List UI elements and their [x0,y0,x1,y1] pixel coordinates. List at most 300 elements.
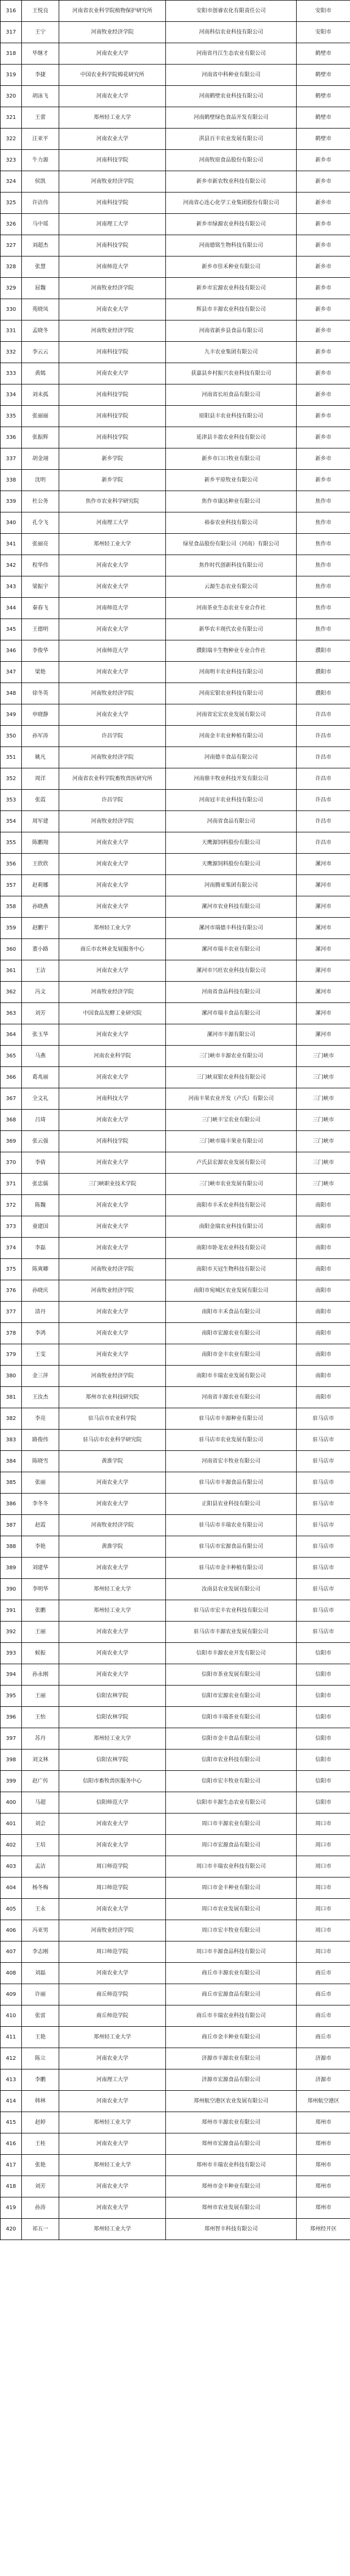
expert-unit-cell: 郑州轻工业大学 [59,2112,166,2133]
table-row [1,235,350,256]
row-number-cell: 375 [1,1259,22,1280]
table-row [1,1451,350,1472]
expert-unit-cell: 许昌学院 [59,726,166,747]
service-company-cell: 九丰农业集团有限公司 [166,342,297,363]
city-cell: 新乡市 [297,384,350,406]
expert-unit-cell: 河南农业大学 [59,129,166,150]
table-row [1,640,350,662]
service-company-cell: 周口市宏源食品有限公司 [166,1835,297,1856]
service-company-cell: 河南省中科种业有限公司 [166,65,297,86]
city-cell: 南阳市 [297,1323,350,1344]
table-row [1,896,350,918]
expert-name-cell: 吕琦 [22,1110,59,1131]
expert-name-cell: 王德明 [22,619,59,640]
expert-unit-cell: 河南牧业经济学院 [59,982,166,1003]
expert-unit-cell: 河南农业大学 [59,662,166,683]
expert-name-cell: 孙晓庆 [22,1280,59,1302]
expert-unit-cell: 河南牧业经济学院 [59,683,166,704]
expert-unit-cell: 许昌学院 [59,790,166,811]
expert-name-cell: 陈立 [22,2048,59,2069]
service-company-cell: 驻马店市农业发展有限公司 [166,1430,297,1451]
city-cell: 鹤壁市 [297,43,350,65]
expert-unit-cell: 河南农业大学 [59,43,166,65]
table-row [1,2027,350,2048]
expert-name-cell: 李鸿 [22,1323,59,1344]
city-cell: 漯河市 [297,918,350,939]
row-number-cell: 355 [1,832,22,854]
service-company-cell: 新乡市口口牧业有限公司 [166,448,297,470]
table-row [1,1387,350,1408]
table-row [1,406,350,427]
row-number-cell: 378 [1,1323,22,1344]
expert-name-cell: 陈晓雪 [22,1451,59,1472]
city-cell: 许昌市 [297,726,350,747]
expert-unit-cell: 河南科技学院 [59,406,166,427]
city-cell: 焦作市 [297,619,350,640]
table-row [1,1046,350,1067]
service-company-cell: 信阳市宏源农业有限公司 [166,1686,297,1707]
city-cell: 郑州市 [297,2176,350,2197]
service-company-cell: 漯河市瑞丰农业有限公司 [166,939,297,960]
table-row [1,43,350,65]
service-company-cell: 信阳市宏丰牧业有限公司 [166,1771,297,1792]
expert-name-cell: 苑晓凤 [22,299,59,320]
expert-unit-cell: 河南省农业科学院植物保护研究所 [59,1,166,22]
city-cell: 新乡市 [297,235,350,256]
city-cell: 濮阳市 [297,662,350,683]
expert-name-cell: 刘磊 [22,1963,59,1984]
row-number-cell: 381 [1,1387,22,1408]
expert-unit-cell: 河南农业大学 [59,875,166,896]
service-company-cell: 周口市金丰种业有限公司 [166,1877,297,1899]
table-row [1,576,350,598]
service-company-cell: 商丘市丰源农业有限公司 [166,1963,297,1984]
city-cell: 漯河市 [297,960,350,982]
city-cell: 信阳市 [297,1728,350,1750]
row-number-cell: 419 [1,2197,22,2219]
row-number-cell: 357 [1,875,22,896]
expert-name-cell: 孟洁 [22,1856,59,1877]
expert-unit-cell: 河南牧业经济学院 [59,1280,166,1302]
service-company-cell: 焦作时代创新科技有限公司 [166,555,297,576]
city-cell: 商丘市 [297,1963,350,1984]
city-cell: 漯河市 [297,1024,350,1046]
row-number-cell: 336 [1,427,22,448]
service-company-cell: 信阳市金丰食品有限公司 [166,1728,297,1750]
table-row [1,1686,350,1707]
service-company-cell: 河南明丰农业科技有限公司 [166,662,297,683]
expert-unit-cell: 河南科技学院 [59,1131,166,1152]
expert-name-cell: 张丽 [22,1472,59,1494]
city-cell: 商丘市 [297,2005,350,2027]
service-company-cell: 三门峡双银农业科技有限公司 [166,1067,297,1088]
city-cell: 漯河市 [297,982,350,1003]
expert-name-cell: 毕继才 [22,43,59,65]
service-company-cell: 河南省宏宏农业发展有限公司 [166,704,297,726]
service-company-cell: 河南鼎丰牧业科技开发有限公司 [166,768,297,790]
row-number-cell: 369 [1,1131,22,1152]
expert-name-cell: 刘芳 [22,2176,59,2197]
expert-name-cell: 程华伟 [22,555,59,576]
table-row [1,1110,350,1131]
expert-name-cell: 赵广传 [22,1771,59,1792]
service-company-cell: 安阳市创睿农化有限责任公司 [166,1,297,22]
expert-unit-cell: 郑州轻工业大学 [59,1579,166,1600]
row-number-cell: 413 [1,2069,22,2091]
row-number-cell: 414 [1,2091,22,2112]
table-row [1,1622,350,1643]
city-cell: 驻马店市 [297,1600,350,1622]
expert-name-cell: 沈明 [22,470,59,491]
expert-unit-cell: 河南农业大学 [59,704,166,726]
table-row [1,683,350,704]
service-company-cell: 郑州航空港区农业发展有限公司 [166,2091,297,2112]
city-cell: 安阳市 [297,22,350,43]
expert-unit-cell: 郑州轻工业大学 [59,534,166,555]
table-row [1,982,350,1003]
table-row [1,1813,350,1835]
expert-name-cell: 刘文林 [22,1750,59,1771]
row-number-cell: 393 [1,1643,22,1664]
table-row [1,1536,350,1558]
table-row [1,1771,350,1792]
table-row [1,555,350,576]
row-number-cell: 327 [1,235,22,256]
row-number-cell: 364 [1,1024,22,1046]
expert-name-cell: 童建国 [22,1216,59,1238]
expert-name-cell: 赵霞 [22,1515,59,1536]
service-company-cell: 驻马店市丰源种业有限公司 [166,1408,297,1430]
service-company-cell: 淇县百丰农业发展有限公司 [166,129,297,150]
service-company-cell: 河南德铭生物科技有限公司 [166,235,297,256]
expert-unit-cell: 河南农业大学 [59,2176,166,2197]
expert-unit-cell: 河南科技学院 [59,427,166,448]
service-company-cell: 济源市丰源农业有限公司 [166,2048,297,2069]
service-company-cell: 河南省心连心化学工业集团股份有限公司 [166,192,297,214]
city-cell: 三门峡市 [297,1088,350,1110]
city-cell: 新乡市 [297,406,350,427]
row-number-cell: 332 [1,342,22,363]
service-company-cell: 河南冠丰农业科技有限公司 [166,790,297,811]
table-row [1,747,350,768]
city-cell: 周口市 [297,1941,350,1963]
city-cell: 南阳市 [297,1302,350,1323]
service-company-cell: 获嘉县乡村振兴农业科技有限公司 [166,363,297,384]
service-company-cell: 南阳市丰禾食品有限公司 [166,1302,297,1323]
city-cell: 鹤壁市 [297,86,350,107]
expert-unit-cell: 河南农业大学 [59,1963,166,1984]
expert-unit-cell: 河南农业大学 [59,1622,166,1643]
row-number-cell: 399 [1,1771,22,1792]
service-company-cell: 新乡市宏源农业科技有限公司 [166,278,297,299]
row-number-cell: 360 [1,939,22,960]
table-row [1,2219,350,2240]
expert-unit-cell: 郑州轻工业大学 [59,2027,166,2048]
city-cell: 南阳市 [297,1366,350,1387]
table-row [1,1920,350,1941]
city-cell: 新乡市 [297,278,350,299]
expert-unit-cell: 河南农业大学 [59,1558,166,1579]
row-number-cell: 382 [1,1408,22,1430]
city-cell: 许昌市 [297,832,350,854]
city-cell: 驻马店市 [297,1408,350,1430]
city-cell: 许昌市 [297,790,350,811]
expert-name-cell: 全文礼 [22,1088,59,1110]
expert-name-cell: 王丽 [22,1622,59,1643]
expert-unit-cell: 河南科技学院 [59,342,166,363]
table-row [1,1088,350,1110]
city-cell: 新乡市 [297,342,350,363]
service-company-cell: 郑州智丰科技有限公司 [166,2219,297,2240]
table-row [1,918,350,939]
service-company-cell: 云源生态农业有限公司 [166,576,297,598]
row-number-cell: 403 [1,1856,22,1877]
service-company-cell: 河南腾亚集团有限公司 [166,875,297,896]
service-company-cell: 天鹰源饲料股份有限公司 [166,832,297,854]
expert-name-cell: 刘会 [22,1813,59,1835]
expert-name-cell: 李倩 [22,1152,59,1174]
row-number-cell: 406 [1,1920,22,1941]
row-number-cell: 392 [1,1622,22,1643]
expert-name-cell: 冯文 [22,982,59,1003]
expert-unit-cell: 河南农业大学 [59,1472,166,1494]
city-cell: 郑州市 [297,2133,350,2155]
service-company-cell: 周口市宏丰牧业有限公司 [166,1920,297,1941]
row-number-cell: 351 [1,747,22,768]
city-cell: 焦作市 [297,576,350,598]
city-cell: 鹤壁市 [297,65,350,86]
table-row [1,2133,350,2155]
expert-unit-cell: 焦作市农业科学研究院 [59,491,166,512]
row-number-cell: 325 [1,192,22,214]
service-company-cell: 延津县丰盈农业科技有限公司 [166,427,297,448]
service-company-cell: 南阳金瑞农业科技有限公司 [166,1216,297,1238]
table-row [1,1835,350,1856]
expert-name-cell: 黄嫣 [22,363,59,384]
service-company-cell: 郑州市宏源食品有限公司 [166,2133,297,2155]
expert-name-cell: 张振辉 [22,427,59,448]
service-company-cell: 信阳市农业科技有限公司 [166,1750,297,1771]
city-cell: 漯河市 [297,939,350,960]
table-row [1,1195,350,1216]
expert-name-cell: 许丽 [22,1984,59,2005]
service-company-cell: 南阳市金丰农业有限公司 [166,1344,297,1366]
service-company-cell: 漯河市丰源有限公司 [166,1024,297,1046]
expert-unit-cell: 河南牧业经济学院 [59,1920,166,1941]
expert-name-cell: 马超 [22,1792,59,1813]
expert-unit-cell: 信阳农林学院 [59,1707,166,1728]
row-number-cell: 373 [1,1216,22,1238]
row-number-cell: 395 [1,1686,22,1707]
table-row [1,470,350,491]
expert-name-cell: 王欣欣 [22,854,59,875]
table-row [1,1323,350,1344]
expert-name-cell: 李鹏 [22,2069,59,2091]
expert-name-cell: 路俊伟 [22,1430,59,1451]
expert-name-cell: 王丽 [22,1686,59,1707]
city-cell: 三门峡市 [297,1067,350,1088]
service-company-cell: 河南科信农业科技有限公司 [166,22,297,43]
table-row [1,2048,350,2069]
table-row [1,939,350,960]
table-row [1,1024,350,1046]
expert-name-cell: 刘超杰 [22,235,59,256]
expert-unit-cell: 郑州市农业科技研究院 [59,1387,166,1408]
service-company-cell: 河南省食品科技有限公司 [166,982,297,1003]
table-row [1,2197,350,2219]
table-row [1,1728,350,1750]
service-company-cell: 天鹰源饲料股份有限公司 [166,854,297,875]
service-company-cell: 信阳市丰源生态农业有限公司 [166,1792,297,1813]
table-row [1,320,350,342]
service-company-cell: 河南省新乡县食品有限公司 [166,320,297,342]
city-cell: 漯河市 [297,1003,350,1024]
table-row [1,1941,350,1963]
table-row [1,832,350,854]
table-row [1,1302,350,1323]
city-cell: 郑州市 [297,2197,350,2219]
table-body [1,1,350,2240]
expert-unit-cell: 郑州轻工业大学 [59,2219,166,2240]
city-cell: 周口市 [297,1813,350,1835]
row-number-cell: 344 [1,598,22,619]
service-company-cell: 绿星食品股份有限公司（河南）有限公司 [166,534,297,555]
city-cell: 驻马店市 [297,1622,350,1643]
table-row [1,811,350,832]
expert-name-cell: 王艳 [22,2027,59,2048]
expert-name-cell: 冯亚男 [22,1920,59,1941]
expert-name-cell: 陈鹏翔 [22,832,59,854]
row-number-cell: 340 [1,512,22,534]
expert-unit-cell: 河南师范大学 [59,640,166,662]
expert-name-cell: 侯凯 [22,171,59,192]
expert-unit-cell: 驻马店市农业科学研究院 [59,1430,166,1451]
service-company-cell: 新乡市新农牧业科技有限公司 [166,171,297,192]
table-row [1,22,350,43]
row-number-cell: 401 [1,1813,22,1835]
table-row [1,1152,350,1174]
expert-unit-cell: 河南农业大学 [59,576,166,598]
expert-unit-cell: 河南农业大学 [59,363,166,384]
table-row [1,1707,350,1728]
expert-unit-cell: 河南农业大学 [59,960,166,982]
row-number-cell: 358 [1,896,22,918]
row-number-cell: 352 [1,768,22,790]
expert-unit-cell: 商丘师范学院 [59,2005,166,2027]
expert-name-cell: 孙军涛 [22,726,59,747]
expert-unit-cell: 河南理工大学 [59,214,166,235]
service-company-cell: 卢氏县宏源农业发展有限公司 [166,1152,297,1174]
city-cell: 新乡市 [297,256,350,278]
table-row [1,768,350,790]
city-cell: 许昌市 [297,747,350,768]
city-cell: 焦作市 [297,534,350,555]
service-company-cell: 河南省丰源农业有限公司 [166,1387,297,1408]
table-row [1,256,350,278]
table-row [1,107,350,129]
row-number-cell: 415 [1,2112,22,2133]
table-row [1,448,350,470]
expert-name-cell: 王怡 [22,1707,59,1728]
expert-name-cell: 王悦良 [22,1,59,22]
expert-name-cell: 马中瑶 [22,214,59,235]
row-number-cell: 408 [1,1963,22,1984]
expert-name-cell: 孙永刚 [22,1664,59,1686]
expert-name-cell: 陈爽卿 [22,1259,59,1280]
expert-name-cell: 孙晓燕 [22,896,59,918]
city-cell: 驻马店市 [297,1494,350,1515]
row-number-cell: 335 [1,406,22,427]
row-number-cell: 404 [1,1877,22,1899]
row-number-cell: 388 [1,1536,22,1558]
city-cell: 信阳市 [297,1750,350,1771]
expert-unit-cell: 河南农业大学 [59,86,166,107]
expert-unit-cell: 中国食品发酵工业研究院 [59,1003,166,1024]
service-company-cell: 南阳市丰瑞农业发展有限公司 [166,1366,297,1387]
expert-name-cell: 赵鹏宇 [22,918,59,939]
city-cell: 南阳市 [297,1216,350,1238]
city-cell: 驻马店市 [297,1515,350,1536]
row-number-cell: 397 [1,1728,22,1750]
table-row [1,1238,350,1259]
expert-unit-cell: 河南农业大学 [59,2091,166,2112]
table-row [1,1366,350,1387]
city-cell: 新乡市 [297,470,350,491]
expert-name-cell: 张云强 [22,1131,59,1152]
expert-name-cell: 王桂 [22,2133,59,2155]
table-row [1,129,350,150]
service-company-cell: 河南宏银农业科技有限公司 [166,683,297,704]
row-number-cell: 319 [1,65,22,86]
table-row [1,875,350,896]
table-row [1,662,350,683]
row-number-cell: 334 [1,384,22,406]
row-number-cell: 359 [1,918,22,939]
city-cell: 驻马店市 [297,1536,350,1558]
city-cell: 新乡市 [297,363,350,384]
row-number-cell: 416 [1,2133,22,2155]
expert-unit-cell: 信阳农林学院 [59,1750,166,1771]
table-row [1,1643,350,1664]
expert-unit-cell: 河南农业大学 [59,1323,166,1344]
row-number-cell: 418 [1,2176,22,2197]
expert-unit-cell: 河南师范大学 [59,256,166,278]
row-number-cell: 339 [1,491,22,512]
expert-name-cell: 王永 [22,1899,59,1920]
table-row [1,704,350,726]
city-cell: 濮阳市 [297,640,350,662]
table-row [1,65,350,86]
expert-unit-cell: 河南农业大学 [59,1302,166,1323]
row-number-cell: 384 [1,1451,22,1472]
city-cell: 信阳市 [297,1792,350,1813]
row-number-cell: 389 [1,1558,22,1579]
table-row [1,1515,350,1536]
row-number-cell: 349 [1,704,22,726]
expert-unit-cell: 河南科技学院 [59,150,166,171]
expert-name-cell: 王洁 [22,960,59,982]
service-company-cell: 南阳市宏源农业有限公司 [166,1323,297,1344]
city-cell: 新乡市 [297,299,350,320]
city-cell: 驻马店市 [297,1579,350,1600]
expert-name-cell: 李磊 [22,1238,59,1259]
expert-name-cell: 孟晓冬 [22,320,59,342]
expert-unit-cell: 河南农业大学 [59,896,166,918]
city-cell: 周口市 [297,1920,350,1941]
city-cell: 安阳市 [297,1,350,22]
expert-name-cell: 汪亚平 [22,129,59,150]
expert-unit-cell: 信阳市畜牧兽医服务中心 [59,1771,166,1792]
